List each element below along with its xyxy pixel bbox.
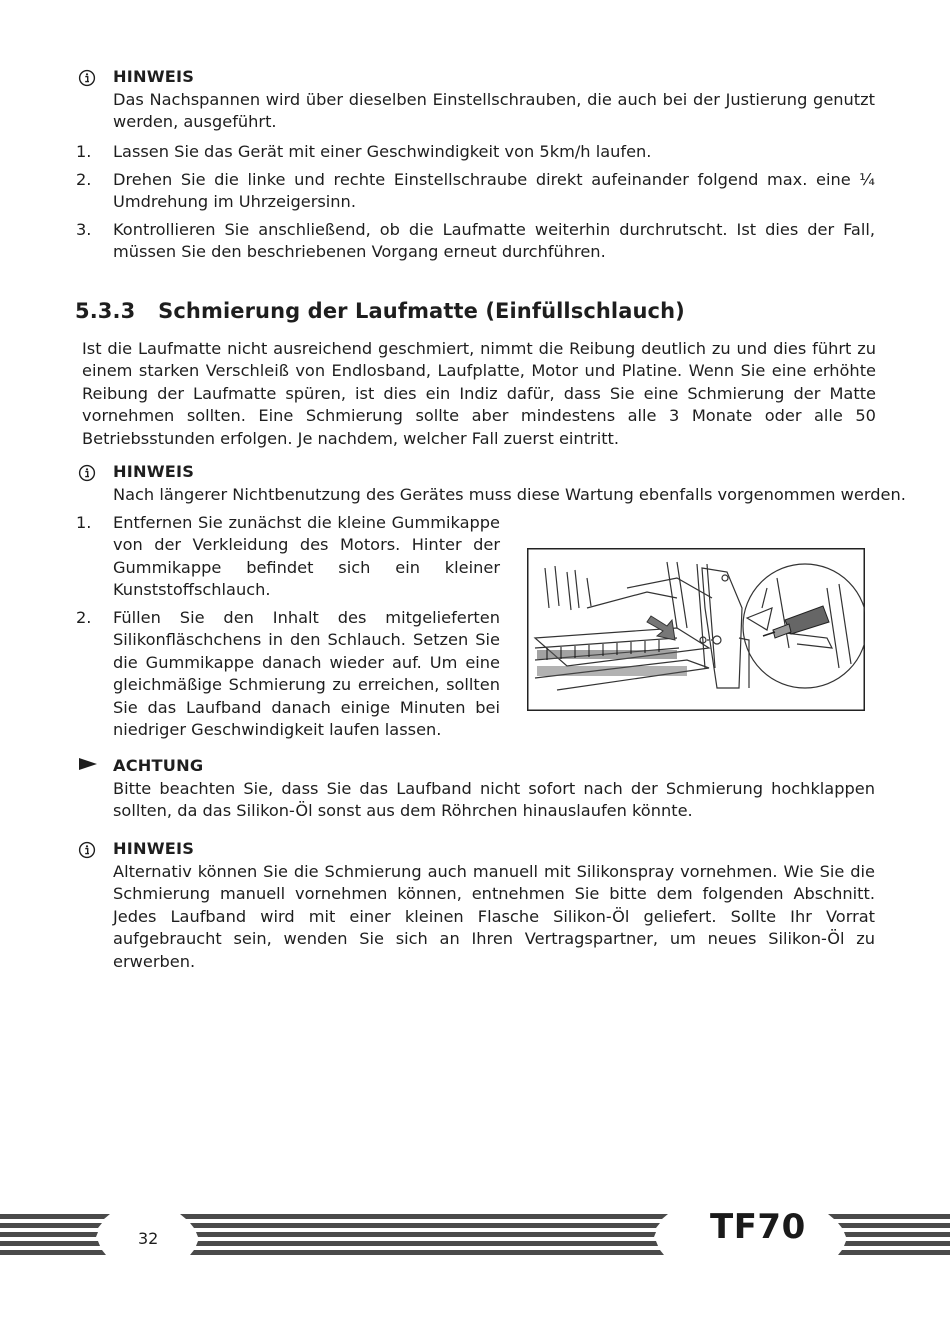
step-text: Drehen Sie die linke und rechte Einstellschraube direkt aufeinander folgend max. eine ¼ Umdrehung im Uhrzeigersinn. [113,170,875,212]
section-number: 5.3.3 [75,299,136,323]
step-number: 3. [76,220,92,239]
note-text: Alternativ können Sie die Schmierung auch manuell mit Silikonspray vornehmen. Wie Sie die Schmierung manuell vornehmen können, entnehmen Sie bitte dem folgenden Abschnitt. Jedes Laufband wird mit einer kleinen Flasche Silikon-Öl geliefert. Sollte Ihr Vorrat aufgebraucht sein, wenden Sie sich an Ihren Vertragspartner, um neues Silikon-Öl zu erwerben. [113,862,875,971]
step-number: 2. [76,608,92,627]
note-heading: HINWEIS [113,67,195,86]
info-circle-icon [78,841,96,859]
note-text: Das Nachspannen wird über dieselben Einstellschrauben, die auch bei der Justierung genutzt werden, ausgeführt. [113,90,875,132]
page-number: 32 [138,1229,159,1248]
step-number: 1. [76,142,92,161]
section-heading [75,298,875,324]
step-text: Kontrollieren Sie anschließend, ob die Laufmatte weiterhin durchrutscht. Ist dies der Fall, müssen Sie den beschriebenen Vorgang erneut durchführen. [113,220,875,262]
arrow-right-icon [79,758,97,770]
warning-text: Bitte beachten Sie, dass Sie das Laufband nicht sofort nach der Schmierung hochklappen sollten, da das Silikon-Öl sonst aus dem Röhrchen hinauslaufen könnte. [113,779,875,821]
step-text: Entfernen Sie zunächst die kleine Gummikappe von der Verkleidung des Motors. Hinter der Gummikappe befindet sich ein kleiner Kunststoffschlauch. [113,513,500,600]
step-number: 1. [76,513,92,532]
info-circle-icon [78,69,96,87]
info-circle-icon [78,464,96,482]
step-text: Lassen Sie das Gerät mit einer Geschwindigkeit von 5km/h laufen. [113,142,652,161]
step-number: 2. [76,170,92,189]
note-heading: HINWEIS [113,462,195,481]
lubrication-illustration [527,548,865,711]
warning-heading: ACHTUNG [113,756,204,775]
model-logo: TF70 [710,1207,806,1247]
step-text: Füllen Sie den Inhalt des mitgelieferten Silikonfläschchens in den Schlauch. Setzen Sie die Gummikappe danach wieder auf. Um eine gleichmäßige Schmierung zu erreichen, sollten Sie das Laufband danach einige Minuten bei niedriger Geschwindigkeit laufen lassen. [113,608,500,740]
section-intro: Ist die Laufmatte nicht ausreichend geschmiert, nimmt die Reibung deutlich zu und dies führt zu einem starken Verschleiß von Endlosband, Laufplatte, Motor und Platine. Wenn Sie eine erhöhte Reibung der Laufmatte spüren, ist dies ein Indiz dafür, dass Sie eine Schmierung der Matte vornehmen sollten. Eine Schmierung sollte aber mindestens alle 3 Monate oder alle 50 Betriebsstunden erfolgen. Je nachdem, welcher Fall zuerst eintritt. [82,339,876,448]
section-title: Schmierung der Laufmatte (Einfüllschlauch) [158,299,685,323]
note-heading: HINWEIS [113,839,195,858]
note-text: Nach längerer Nichtbenutzung des Gerätes muss diese Wartung ebenfalls vorgenommen werden. [113,485,906,504]
